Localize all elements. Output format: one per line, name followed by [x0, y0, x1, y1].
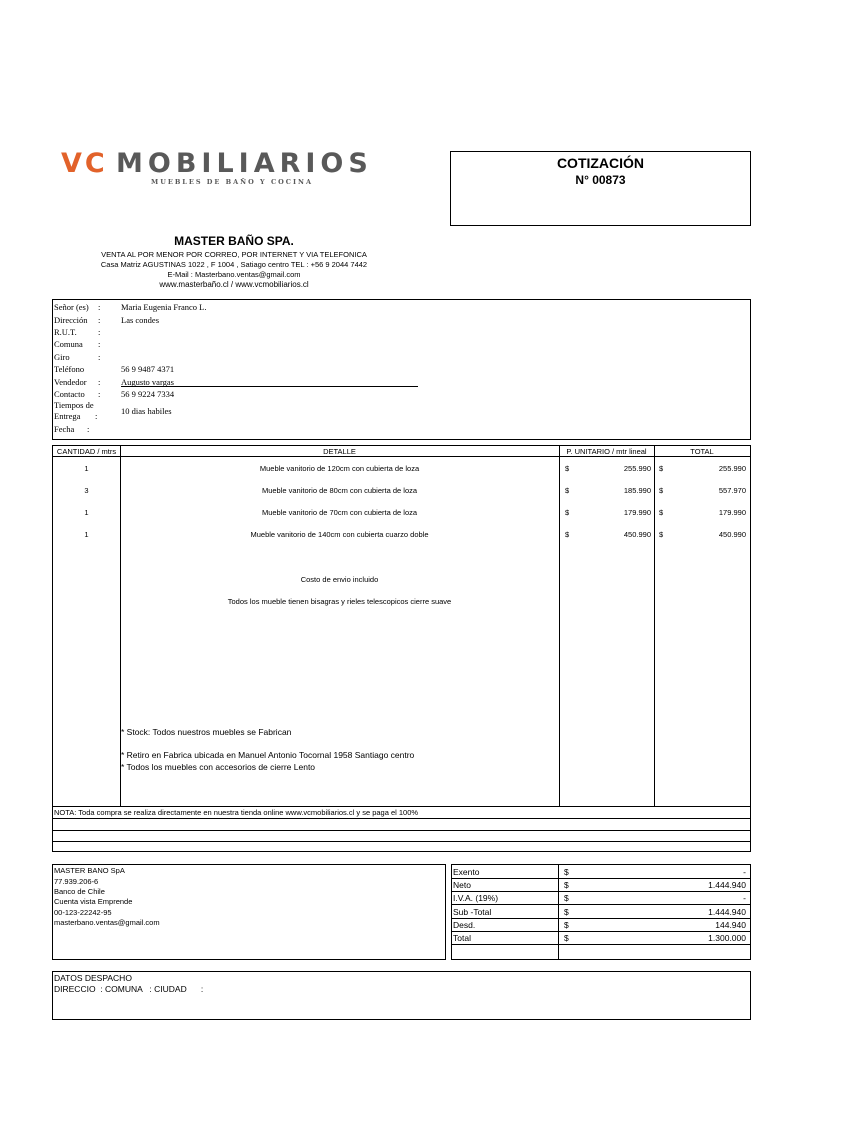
item-detail: Mueble vanitorio de 120cm con cubierta de loza [259, 464, 420, 473]
client-colon: : [98, 389, 101, 399]
date-label: Fecha [54, 424, 75, 434]
totals-label: Total [453, 933, 471, 943]
bank-email: masterbano.ventas@gmail.com [54, 918, 160, 927]
client-label: Dirección [54, 315, 88, 325]
shipping-box [52, 971, 751, 1020]
totals-box [451, 864, 751, 960]
delivery-label: Tiempos de [54, 400, 94, 410]
items-table [52, 445, 751, 852]
item-total-currency: $ [659, 508, 664, 517]
nota-top-rule [53, 806, 750, 807]
item-total: 179.990 [718, 508, 746, 517]
header-total: TOTAL [690, 447, 714, 456]
item-total-currency: $ [659, 464, 664, 473]
bank-account-number: 00-123-22242-95 [54, 908, 112, 917]
client-label: Giro [54, 352, 70, 362]
totals-rule [452, 904, 750, 905]
client-label: Vendedor [54, 377, 87, 387]
item-detail: Mueble vanitorio de 140cm con cubierta cuarzo doble [250, 530, 429, 539]
totals-label: Sub -Total [453, 907, 492, 917]
client-colon: : [98, 327, 101, 337]
client-value: 56 9 9487 4371 [121, 364, 175, 374]
header-detail: DETALLE [323, 447, 356, 456]
logo-tagline: MUEBLES DE BAÑO Y COCINA [151, 178, 313, 186]
quote-box [450, 151, 751, 226]
totals-label: Neto [453, 880, 471, 890]
totals-value: 1.300.000 [708, 933, 746, 943]
client-label: Contacto [54, 389, 85, 399]
client-colon: : [98, 315, 101, 325]
totals-value: 1.444.940 [708, 880, 746, 890]
bank-rut: 77.939.206-6 [54, 877, 99, 886]
item-total: 557.970 [718, 486, 746, 495]
company-line-1: VENTA AL POR MENOR POR CORREO, POR INTERNET Y VIA TELEFONICA [101, 250, 367, 259]
delivery-value: 10 dias habiles [121, 406, 172, 416]
item-total-currency: $ [659, 530, 664, 539]
delivery-colon: : [95, 411, 98, 421]
col-divider [654, 446, 655, 806]
item-unit-currency: $ [565, 486, 570, 495]
client-label: R.U.T. [54, 327, 77, 337]
client-label: Teléfono [54, 364, 85, 374]
client-colon: : [98, 339, 101, 349]
company-logo [61, 148, 381, 192]
delivery-label: Entrega [54, 411, 81, 421]
col-divider [559, 446, 560, 806]
shipping-title: DATOS DESPACHO [54, 973, 132, 983]
item-unit-price: 185.990 [623, 486, 651, 495]
shipping-fields: DIRECCIO : COMUNA : CIUDAD : [54, 984, 204, 994]
totals-value: 1.444.940 [708, 907, 746, 917]
vendedor-underline [121, 386, 418, 387]
client-colon: : [98, 302, 101, 312]
bank-account-holder: MASTER BANO SpA [54, 866, 125, 875]
totals-currency: $ [564, 933, 569, 943]
totals-rule [452, 918, 750, 919]
stock-note: * Stock: Todos nuestros muebles se Fabrican [121, 727, 292, 737]
header-qty: CANTIDAD / mtrs [56, 447, 117, 456]
item-qty: 1 [84, 508, 89, 517]
date-colon: : [87, 424, 90, 434]
item-unit-currency: $ [565, 530, 570, 539]
client-value: 56 9 9224 7334 [121, 389, 175, 399]
hinges-note: Todos los mueble tienen bisagras y rieles telescopicos cierre suave [227, 597, 452, 606]
client-value: Augusto vargas [121, 377, 174, 387]
purchase-note: NOTA: Toda compra se realiza directamente en nuestra tienda online www.vcmobiliarios.cl y se paga el 100% [54, 808, 419, 817]
quote-number: N° 00873 [575, 173, 626, 187]
totals-currency: $ [564, 907, 569, 917]
company-line-3: E-Mail : Masterbano.ventas@gmail.com [167, 270, 301, 279]
client-label: Comuna [54, 339, 83, 349]
item-detail: Mueble vanitorio de 80cm con cubierta de loza [261, 486, 418, 495]
client-label: Señor (es) [54, 302, 89, 312]
shipping-note: Costo de envio incluido [300, 575, 379, 584]
item-qty: 1 [84, 464, 89, 473]
header-unit: P. UNITARIO / mtr lineal [566, 447, 647, 456]
item-unit-price: 255.990 [623, 464, 651, 473]
totals-rule [452, 878, 750, 879]
pickup-note: * Retiro en Fabrica ubicada en Manuel Antonio Tocornal 1958 Santiago centro [121, 750, 415, 760]
totals-label: Exento [453, 867, 480, 877]
company-line-4: www.masterbaño.cl / www.vcmobiliarios.cl [159, 280, 309, 289]
item-total: 450.990 [718, 530, 746, 539]
client-value: Maria Eugenia Franco L. [121, 302, 207, 312]
item-qty: 3 [84, 486, 89, 495]
bank-box [52, 864, 446, 960]
totals-value: 144.940 [715, 920, 746, 930]
client-box [52, 299, 751, 440]
item-unit-price: 450.990 [623, 530, 651, 539]
client-colon: : [98, 352, 101, 362]
quote-title: COTIZACIÓN [556, 155, 645, 171]
totals-label: I.V.A. (19%) [453, 893, 499, 903]
totals-rule [452, 931, 750, 932]
totals-value: - [743, 867, 746, 877]
table-rule [53, 818, 750, 819]
item-unit-currency: $ [565, 508, 570, 517]
item-unit-price: 179.990 [623, 508, 651, 517]
bank-name: Banco de Chile [54, 887, 105, 896]
bank-account-type: Cuenta vista Emprende [54, 897, 133, 906]
client-value: Las condes [121, 315, 160, 325]
company-line-2: Casa Matriz AGUSTINAS 1022 , F 1004 , Satiago centro TEL : +56 9 2044 7442 [100, 260, 368, 269]
totals-rule [452, 891, 750, 892]
item-detail: Mueble vanitorio de 70cm con cubierta de loza [261, 508, 418, 517]
item-total-currency: $ [659, 486, 664, 495]
totals-rule [452, 944, 750, 945]
client-colon: : [98, 377, 101, 387]
totals-currency: $ [564, 893, 569, 903]
totals-currency: $ [564, 867, 569, 877]
header-rule [53, 456, 750, 457]
table-rule [53, 830, 750, 831]
table-rule [53, 841, 750, 842]
accessories-note: * Todos los muebles con accesorios de cierre Lento [121, 762, 316, 772]
logo-mobiliarios: MOBILIARIOS [116, 148, 373, 179]
totals-label: Desd. [453, 920, 476, 930]
item-total: 255.990 [718, 464, 746, 473]
item-qty: 1 [84, 530, 89, 539]
totals-currency: $ [564, 920, 569, 930]
company-name: MASTER BAÑO SPA. [174, 234, 294, 248]
logo-vc: VC [61, 148, 108, 179]
item-unit-currency: $ [565, 464, 570, 473]
totals-value: - [743, 893, 746, 903]
totals-currency: $ [564, 880, 569, 890]
